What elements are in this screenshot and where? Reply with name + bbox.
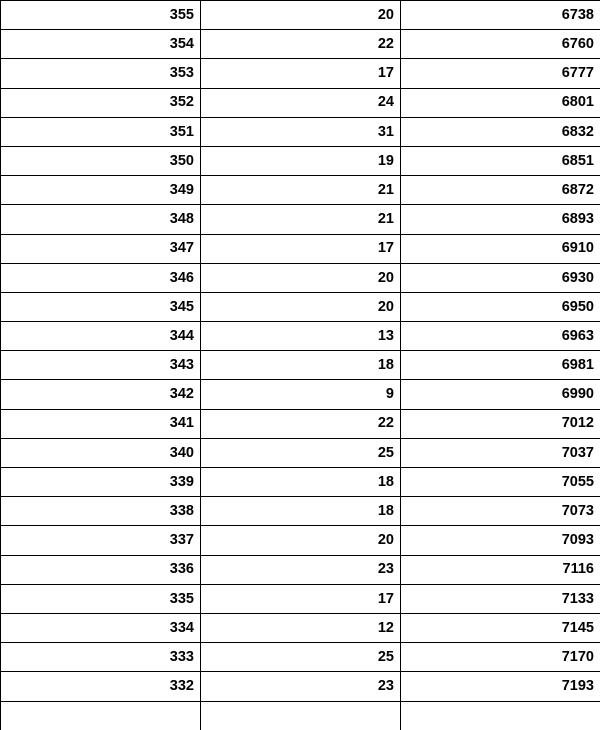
table-cell: 352: [1, 88, 201, 117]
table-row: [1, 526, 600, 555]
table-cell: 332: [1, 672, 201, 701]
table-cell: 13: [201, 322, 401, 351]
table-cell: 7055: [401, 468, 600, 497]
table-row: [1, 468, 600, 497]
table-cell: 345: [1, 292, 201, 321]
table-row: [1, 643, 600, 672]
table-cell: 6990: [401, 380, 600, 409]
table-cell: 9: [201, 380, 401, 409]
table-row: [1, 380, 600, 409]
table-cell: 7012: [401, 409, 600, 438]
table-cell: 344: [1, 322, 201, 351]
data-table-body: [1, 1, 600, 730]
table-cell: 22: [201, 30, 401, 59]
table-row: [1, 1, 600, 30]
table-row: [1, 672, 600, 701]
table-row: [1, 59, 600, 88]
table-cell: 17: [201, 59, 401, 88]
table-cell: 25: [201, 643, 401, 672]
table-cell: 340: [1, 438, 201, 467]
table-cell: [401, 701, 600, 730]
table-cell: 333: [1, 643, 201, 672]
table-cell: 337: [1, 526, 201, 555]
table-cell: 354: [1, 30, 201, 59]
table-cell: 6832: [401, 117, 600, 146]
table-cell: 334: [1, 613, 201, 642]
table-cell: 25: [201, 438, 401, 467]
table-row: [1, 409, 600, 438]
table-cell: 12: [201, 613, 401, 642]
table-cell: 7193: [401, 672, 600, 701]
table-cell: 18: [201, 497, 401, 526]
table-cell: 346: [1, 263, 201, 292]
table-cell: 6738: [401, 1, 600, 30]
table-row: [1, 30, 600, 59]
table-row: [1, 263, 600, 292]
table-cell: 6851: [401, 146, 600, 175]
table-cell: 6963: [401, 322, 600, 351]
table-cell: 23: [201, 555, 401, 584]
table-cell: [201, 701, 401, 730]
table-row: [1, 584, 600, 613]
table-cell: 353: [1, 59, 201, 88]
table-row: [1, 146, 600, 175]
table-cell: 351: [1, 117, 201, 146]
table-row: [1, 497, 600, 526]
table-row: [1, 234, 600, 263]
table-cell: 348: [1, 205, 201, 234]
table-cell: 339: [1, 468, 201, 497]
table-cell: 338: [1, 497, 201, 526]
table-row: [1, 205, 600, 234]
table-cell: 23: [201, 672, 401, 701]
table-row: [1, 701, 600, 730]
table-cell: 335: [1, 584, 201, 613]
table-cell: 336: [1, 555, 201, 584]
table-row: [1, 322, 600, 351]
table-cell: 6872: [401, 176, 600, 205]
table-row: [1, 613, 600, 642]
table-cell: 21: [201, 176, 401, 205]
table-cell: 21: [201, 205, 401, 234]
table-cell: 17: [201, 584, 401, 613]
table-cell: 20: [201, 263, 401, 292]
table-cell: 20: [201, 526, 401, 555]
table-cell: 31: [201, 117, 401, 146]
table-cell: 342: [1, 380, 201, 409]
table-cell: 6801: [401, 88, 600, 117]
table-cell: 6981: [401, 351, 600, 380]
table-cell: 355: [1, 1, 201, 30]
table-row: [1, 438, 600, 467]
table-cell: 347: [1, 234, 201, 263]
table-cell: 341: [1, 409, 201, 438]
table-cell: 7116: [401, 555, 600, 584]
table-cell: 7073: [401, 497, 600, 526]
table-row: [1, 88, 600, 117]
table-cell: 20: [201, 1, 401, 30]
table-cell: 18: [201, 468, 401, 497]
table-cell: 349: [1, 176, 201, 205]
table-cell: 18: [201, 351, 401, 380]
table-cell: 20: [201, 292, 401, 321]
table-cell: 343: [1, 351, 201, 380]
table-cell: 7145: [401, 613, 600, 642]
table-cell: 7037: [401, 438, 600, 467]
table-cell: 350: [1, 146, 201, 175]
table-cell: 7093: [401, 526, 600, 555]
table-row: [1, 351, 600, 380]
table-cell: 7170: [401, 643, 600, 672]
table-cell: 22: [201, 409, 401, 438]
table-cell: 17: [201, 234, 401, 263]
table-cell: 24: [201, 88, 401, 117]
table-cell: 6777: [401, 59, 600, 88]
table-cell: 19: [201, 146, 401, 175]
table-cell: 6950: [401, 292, 600, 321]
table-row: [1, 117, 600, 146]
table-row: [1, 292, 600, 321]
table-cell: 6893: [401, 205, 600, 234]
table-cell: 6760: [401, 30, 600, 59]
table-row: [1, 555, 600, 584]
table-cell: 6910: [401, 234, 600, 263]
table-cell: [1, 701, 201, 730]
table-cell: 7133: [401, 584, 600, 613]
table-cell: 6930: [401, 263, 600, 292]
table-row: [1, 176, 600, 205]
